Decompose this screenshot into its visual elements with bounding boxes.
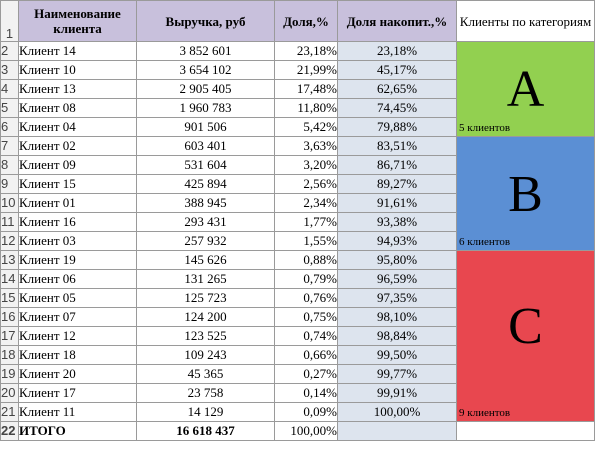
row-number[interactable]: 17: [1, 327, 19, 346]
cum-share-cell[interactable]: 74,45%: [338, 99, 457, 118]
share-cell[interactable]: 3,63%: [275, 137, 338, 156]
cum-share-cell[interactable]: 45,17%: [338, 61, 457, 80]
share-cell[interactable]: 17,48%: [275, 80, 338, 99]
category-c-cell[interactable]: [457, 251, 595, 422]
row-number[interactable]: 9: [1, 175, 19, 194]
revenue-cell[interactable]: 145 626: [137, 251, 275, 270]
share-cell[interactable]: 0,74%: [275, 327, 338, 346]
client-cell[interactable]: Клиент 19: [19, 251, 137, 270]
total-cum-share[interactable]: [338, 422, 457, 441]
client-cell[interactable]: Клиент 20: [19, 365, 137, 384]
share-cell[interactable]: 0,79%: [275, 270, 338, 289]
revenue-cell[interactable]: 425 894: [137, 175, 275, 194]
share-cell[interactable]: 0,75%: [275, 308, 338, 327]
revenue-cell[interactable]: 293 431: [137, 213, 275, 232]
share-cell[interactable]: 0,27%: [275, 365, 338, 384]
row-number[interactable]: 14: [1, 270, 19, 289]
client-cell[interactable]: Клиент 14: [19, 42, 137, 61]
client-cell[interactable]: Клиент 18: [19, 346, 137, 365]
row-number[interactable]: 8: [1, 156, 19, 175]
row-number[interactable]: 22: [1, 422, 19, 441]
row-number[interactable]: 18: [1, 346, 19, 365]
client-cell[interactable]: Клиент 01: [19, 194, 137, 213]
cum-share-cell[interactable]: 89,27%: [338, 175, 457, 194]
cum-share-cell[interactable]: 93,38%: [338, 213, 457, 232]
row-number[interactable]: 13: [1, 251, 19, 270]
revenue-cell[interactable]: 3 654 102: [137, 61, 275, 80]
share-cell[interactable]: 0,76%: [275, 289, 338, 308]
category-b-letter: B: [508, 166, 543, 223]
client-cell[interactable]: Клиент 07: [19, 308, 137, 327]
table-row: [1, 251, 595, 270]
share-cell[interactable]: 0,14%: [275, 384, 338, 403]
revenue-cell[interactable]: 531 604: [137, 156, 275, 175]
header-client[interactable]: Наименование клиента: [19, 1, 137, 42]
client-cell[interactable]: Клиент 13: [19, 80, 137, 99]
total-label[interactable]: ИТОГО: [19, 422, 137, 441]
client-cell[interactable]: Клиент 12: [19, 327, 137, 346]
cum-share-cell[interactable]: 99,77%: [338, 365, 457, 384]
cum-share-cell[interactable]: 98,10%: [338, 308, 457, 327]
revenue-cell[interactable]: 23 758: [137, 384, 275, 403]
cum-share-cell[interactable]: 62,65%: [338, 80, 457, 99]
client-cell[interactable]: Клиент 11: [19, 403, 137, 422]
category-a-count: 5 клиентов: [459, 122, 511, 134]
revenue-cell[interactable]: 3 852 601: [137, 42, 275, 61]
cum-share-cell[interactable]: 83,51%: [338, 137, 457, 156]
row-number[interactable]: 7: [1, 137, 19, 156]
revenue-cell[interactable]: 1 960 783: [137, 99, 275, 118]
row-number[interactable]: 16: [1, 308, 19, 327]
share-cell[interactable]: 0,88%: [275, 251, 338, 270]
revenue-cell[interactable]: 901 506: [137, 118, 275, 137]
cum-share-cell[interactable]: 86,71%: [338, 156, 457, 175]
share-cell[interactable]: 1,77%: [275, 213, 338, 232]
total-row: [1, 422, 595, 441]
revenue-cell[interactable]: 388 945: [137, 194, 275, 213]
row-number[interactable]: 15: [1, 289, 19, 308]
share-cell[interactable]: 11,80%: [275, 99, 338, 118]
revenue-cell[interactable]: 2 905 405: [137, 80, 275, 99]
row-number[interactable]: 5: [1, 99, 19, 118]
client-cell[interactable]: Клиент 06: [19, 270, 137, 289]
table-row: [1, 42, 595, 61]
category-a-letter: A: [506, 61, 545, 118]
total-share[interactable]: 100,00%: [275, 422, 338, 441]
revenue-cell[interactable]: 257 932: [137, 232, 275, 251]
cum-share-cell[interactable]: 100,00%: [338, 403, 457, 422]
row-number[interactable]: 2: [1, 42, 19, 61]
cum-share-cell[interactable]: 97,35%: [338, 289, 457, 308]
row-number[interactable]: 3: [1, 61, 19, 80]
cum-share-cell[interactable]: 96,59%: [338, 270, 457, 289]
row-number[interactable]: 11: [1, 213, 19, 232]
client-cell[interactable]: Клиент 17: [19, 384, 137, 403]
total-category[interactable]: [457, 422, 595, 441]
share-cell[interactable]: 0,09%: [275, 403, 338, 422]
row-number[interactable]: 10: [1, 194, 19, 213]
row-number[interactable]: 12: [1, 232, 19, 251]
cum-share-cell[interactable]: 91,61%: [338, 194, 457, 213]
row-number[interactable]: 4: [1, 80, 19, 99]
share-cell[interactable]: 2,56%: [275, 175, 338, 194]
client-cell[interactable]: Клиент 15: [19, 175, 137, 194]
row-number[interactable]: 1: [1, 1, 19, 42]
revenue-cell[interactable]: 131 265: [137, 270, 275, 289]
share-cell[interactable]: 0,66%: [275, 346, 338, 365]
revenue-cell[interactable]: 123 525: [137, 327, 275, 346]
revenue-cell[interactable]: 125 723: [137, 289, 275, 308]
revenue-cell[interactable]: 603 401: [137, 137, 275, 156]
header-revenue[interactable]: Выручка, руб: [137, 1, 275, 42]
header-share[interactable]: Доля,%: [275, 1, 338, 42]
cum-share-cell[interactable]: 99,91%: [338, 384, 457, 403]
cum-share-cell[interactable]: 94,93%: [338, 232, 457, 251]
row-number[interactable]: 20: [1, 384, 19, 403]
client-cell[interactable]: Клиент 05: [19, 289, 137, 308]
row-number[interactable]: 19: [1, 365, 19, 384]
cum-share-cell[interactable]: 98,84%: [338, 327, 457, 346]
client-cell[interactable]: Клиент 10: [19, 61, 137, 80]
client-cell[interactable]: Клиент 08: [19, 99, 137, 118]
client-cell[interactable]: Клиент 03: [19, 232, 137, 251]
category-b-count: 6 клиентов: [459, 236, 511, 248]
share-cell[interactable]: 2,34%: [275, 194, 338, 213]
cum-share-cell[interactable]: 23,18%: [338, 42, 457, 61]
row-number[interactable]: 21: [1, 403, 19, 422]
client-cell[interactable]: Клиент 04: [19, 118, 137, 137]
table-row: [1, 137, 595, 156]
share-cell[interactable]: 21,99%: [275, 61, 338, 80]
revenue-cell[interactable]: 109 243: [137, 346, 275, 365]
category-c-letter: C: [508, 298, 543, 355]
category-c-count: 9 клиентов: [459, 407, 511, 419]
category-b-cell[interactable]: [457, 137, 595, 251]
client-cell[interactable]: Клиент 02: [19, 137, 137, 156]
header-row: [1, 1, 595, 42]
row-number[interactable]: 6: [1, 118, 19, 137]
header-category[interactable]: Клиенты по категориям: [457, 1, 595, 42]
share-cell[interactable]: 1,55%: [275, 232, 338, 251]
share-cell[interactable]: 23,18%: [275, 42, 338, 61]
header-cum-share[interactable]: Доля накопит.,%: [338, 1, 457, 42]
category-a-cell[interactable]: [457, 42, 595, 137]
revenue-cell[interactable]: 14 129: [137, 403, 275, 422]
cum-share-cell[interactable]: 99,50%: [338, 346, 457, 365]
share-cell[interactable]: 3,20%: [275, 156, 338, 175]
revenue-cell[interactable]: 45 365: [137, 365, 275, 384]
client-cell[interactable]: Клиент 09: [19, 156, 137, 175]
cum-share-cell[interactable]: 95,80%: [338, 251, 457, 270]
revenue-cell[interactable]: 124 200: [137, 308, 275, 327]
cum-share-cell[interactable]: 79,88%: [338, 118, 457, 137]
total-revenue[interactable]: 16 618 437: [137, 422, 275, 441]
client-cell[interactable]: Клиент 16: [19, 213, 137, 232]
share-cell[interactable]: 5,42%: [275, 118, 338, 137]
